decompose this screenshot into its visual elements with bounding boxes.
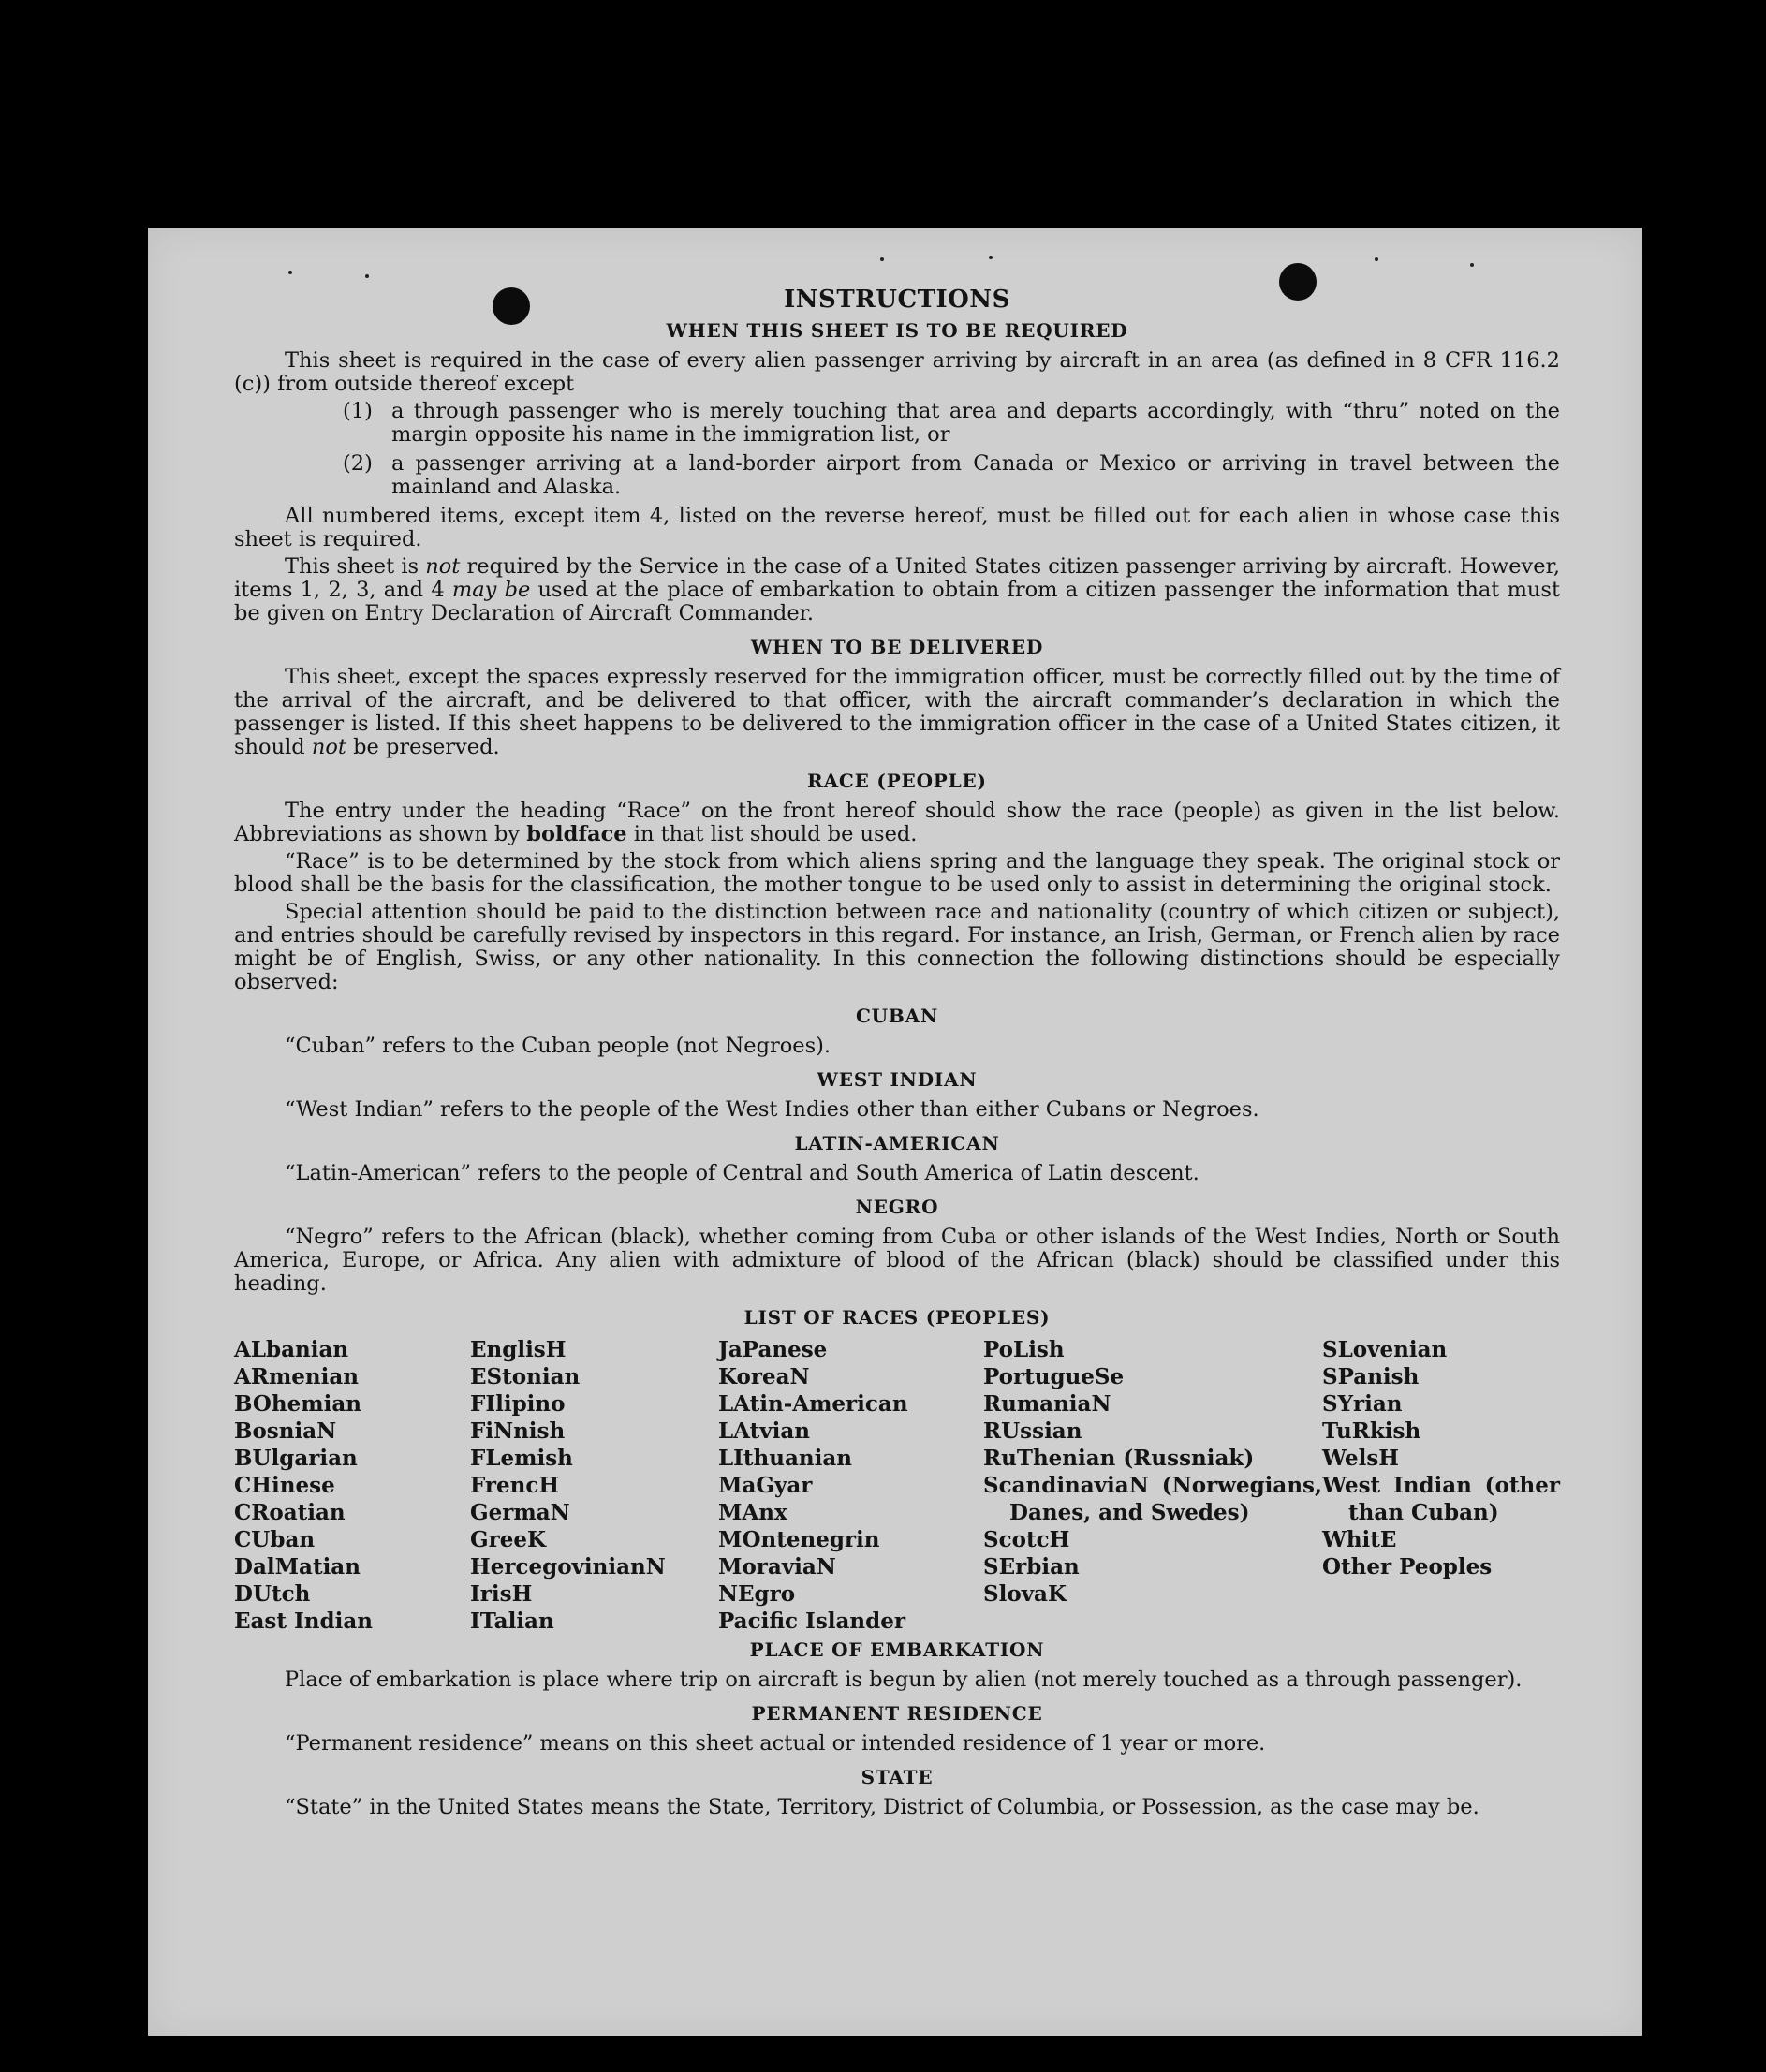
races-column-5 (1322, 1336, 1560, 1635)
paragraph-required: This sheet is required in the case of every alien passenger arriving by aircraft in an area (as defined in 8 CFR 116.2 (c)) from outside thereof except (234, 348, 1560, 396)
race-entry: LIthuanian (718, 1446, 852, 1471)
race-entry: BOhemian (234, 1391, 361, 1417)
heading-when-delivered: WHEN TO BE DELIVERED (750, 636, 1044, 658)
race-entry: ScandinaviaN (Norwegians, Danes, and Swedes) (983, 1473, 1322, 1525)
race-entry: CRoatian (234, 1500, 346, 1525)
race-entry: ALbanian (234, 1337, 349, 1362)
exception-number: (1) (343, 399, 373, 423)
race-entry: NEgro (718, 1581, 796, 1607)
paragraph-delivered: This sheet, except the spaces expressly reserved for the immigration officer, must be correctly filled out by the time of the arrival of the aircraft, and be delivered to that officer, with the aircraft commander’s declaration in which the passenger is listed. If this sheet happens to be delivered to the immigration officer in the case of a United States citizen, it should not be preserved. (234, 665, 1560, 759)
race-entry: Pacific Islander (718, 1609, 905, 1634)
paragraph-state: “State” in the United States means the State, Territory, District of Columbia, or Possession, as the case may be. (285, 1795, 1479, 1819)
race-entry: ARmenian (234, 1364, 360, 1389)
paragraph-latin-american: “Latin-American” refers to the people of Central and South America of Latin descent. (285, 1161, 1199, 1185)
dust-speck (1375, 257, 1378, 261)
race-entry: CHinese (234, 1473, 335, 1498)
race-entry: FrencH (470, 1473, 560, 1498)
paragraph-negro: “Negro” refers to the African (black), whether coming from Cuba or other islands of the West Indies, North or South America, Europe, or Africa. Any alien with admixture of blood of the African (black) should be classified under this heading. (234, 1225, 1560, 1296)
race-entry: WelsH (1322, 1446, 1400, 1471)
page-title: INSTRUCTIONS (784, 286, 1010, 314)
race-entry: MOntenegrin (718, 1527, 880, 1552)
race-entry: DalMatian (234, 1554, 361, 1580)
race-entry: HercegovinianN (470, 1554, 666, 1580)
heading-when-required: WHEN THIS SHEET IS TO BE REQUIRED (666, 319, 1128, 342)
race-entry: JaPanese (718, 1337, 828, 1362)
race-entry: MAnx (718, 1500, 787, 1525)
paragraph-citizen: This sheet is not required by the Service in the case of a United States citizen passenger arriving by aircraft. However, items 1, 2, 3, and 4 may be used at the place of embarkation to obtain from a citizen passenger the information that must be given on Entry Declaration of Aircraft Commander. (234, 554, 1560, 625)
paragraph-cuban: “Cuban” refers to the Cuban people (not Negroes). (285, 1034, 831, 1058)
race-entry: KoreaN (718, 1364, 810, 1389)
heading-cuban: CUBAN (855, 1005, 939, 1027)
races-column-3 (718, 1336, 983, 1635)
paragraph-west-indian: “West Indian” refers to the people of the West Indies other than either Cubans or Negroes. (285, 1097, 1259, 1122)
race-entry: GermaN (470, 1500, 570, 1525)
exception-text: a passenger arriving at a land-border airport from Canada or Mexico or arriving in travel between the mainland and Alaska. (391, 451, 1560, 499)
race-entry: BosniaN (234, 1418, 337, 1444)
race-entry: SYrian (1322, 1391, 1403, 1417)
race-entry: Other Peoples (1322, 1554, 1493, 1580)
race-entry: SErbian (983, 1554, 1080, 1580)
race-entry: LAtin-American (718, 1391, 908, 1417)
race-entry: PortugueSe (983, 1364, 1125, 1389)
instructions-content (234, 286, 1560, 1823)
exception-item-1 (234, 400, 1560, 447)
races-column-4 (983, 1336, 1322, 1635)
race-entry: FIlipino (470, 1391, 566, 1417)
paragraph-numbered-items: All numbered items, except item 4, listed on the reverse hereof, must be filled out for each alien in whose case this sheet is required. (234, 504, 1560, 551)
race-entry: RUssian (983, 1418, 1082, 1444)
race-entry: EStonian (470, 1364, 581, 1389)
race-entry: LAtvian (718, 1418, 810, 1444)
race-entry: ScotcH (983, 1527, 1070, 1552)
race-entry: GreeK (470, 1527, 547, 1552)
paragraph-embarkation: Place of embarkation is place where trip on aircraft is begun by alien (not merely touched as a through passenger). (285, 1668, 1523, 1692)
race-entry: BUlgarian (234, 1446, 358, 1471)
heading-place-of-embarkation: PLACE OF EMBARKATION (749, 1638, 1045, 1661)
heading-negro: NEGRO (855, 1196, 939, 1218)
paragraph-race-nationality: Special attention should be paid to the distinction between race and nationality (country of which citizen or subject), and entries should be carefully revised by inspectors in this regard. For instance, an Irish, German, or French alien by race might be of English, Swiss, or any other nationality. In this connection the following distinctions should be especially observed: (234, 900, 1560, 994)
race-entry: West Indian (other than Cuban) (1322, 1473, 1560, 1525)
race-entry: EnglisH (470, 1337, 567, 1362)
race-entry: East Indian (234, 1609, 373, 1634)
dust-speck (989, 256, 993, 259)
race-entry: MoraviaN (718, 1554, 836, 1580)
race-entry: WhitE (1322, 1527, 1397, 1552)
heading-permanent-residence: PERMANENT RESIDENCE (751, 1702, 1043, 1725)
race-entry: RuThenian (Russniak) (983, 1446, 1255, 1471)
race-entry: ITalian (470, 1609, 554, 1634)
heading-state: STATE (861, 1766, 934, 1788)
dust-speck (1470, 263, 1474, 267)
paragraph-race-stock: “Race” is to be determined by the stock from which aliens spring and the language they speak. The original stock or blood shall be the basis for the classification, the mother tongue to be used only to assist in determining the original stock. (234, 849, 1560, 897)
race-entry: CUban (234, 1527, 316, 1552)
heading-list-of-races: LIST OF RACES (PEOPLES) (743, 1306, 1051, 1329)
dust-speck (880, 257, 884, 261)
exception-number: (2) (343, 451, 373, 476)
heading-race: RACE (PEOPLE) (807, 770, 987, 792)
dust-speck (365, 274, 369, 278)
race-entry: RumaniaN (983, 1391, 1111, 1417)
races-column-1 (234, 1336, 470, 1635)
paragraph-residence: “Permanent residence” means on this sheet actual or intended residence of 1 year or more. (285, 1731, 1266, 1756)
race-entry: FLemish (470, 1446, 573, 1471)
races-column-2 (470, 1336, 718, 1635)
race-entry: SLovenian (1322, 1337, 1448, 1362)
race-entry: PoLish (983, 1337, 1065, 1362)
race-entry: MaGyar (718, 1473, 813, 1498)
race-entry: FiNnish (470, 1418, 566, 1444)
heading-west-indian: WEST INDIAN (817, 1068, 978, 1091)
paragraph-race-entry: The entry under the heading “Race” on the front hereof should show the race (people) as given in the list below. Abbreviations as shown by boldface in that list should be used. (234, 799, 1560, 846)
exception-item-2 (234, 452, 1560, 499)
dust-speck (288, 271, 292, 274)
race-entry: IrisH (470, 1581, 533, 1607)
exception-text: a through passenger who is merely touching that area and departs accordingly, with “thru” noted on the margin opposite his name in the immigration list, or (391, 399, 1560, 447)
race-entry: SlovaK (983, 1581, 1067, 1607)
races-list (234, 1336, 1560, 1635)
race-entry: SPanish (1322, 1364, 1420, 1389)
heading-latin-american: LATIN-AMERICAN (794, 1132, 1000, 1154)
race-entry: DUtch (234, 1581, 311, 1607)
document-sheet (148, 228, 1642, 2036)
race-entry: TuRkish (1322, 1418, 1421, 1444)
